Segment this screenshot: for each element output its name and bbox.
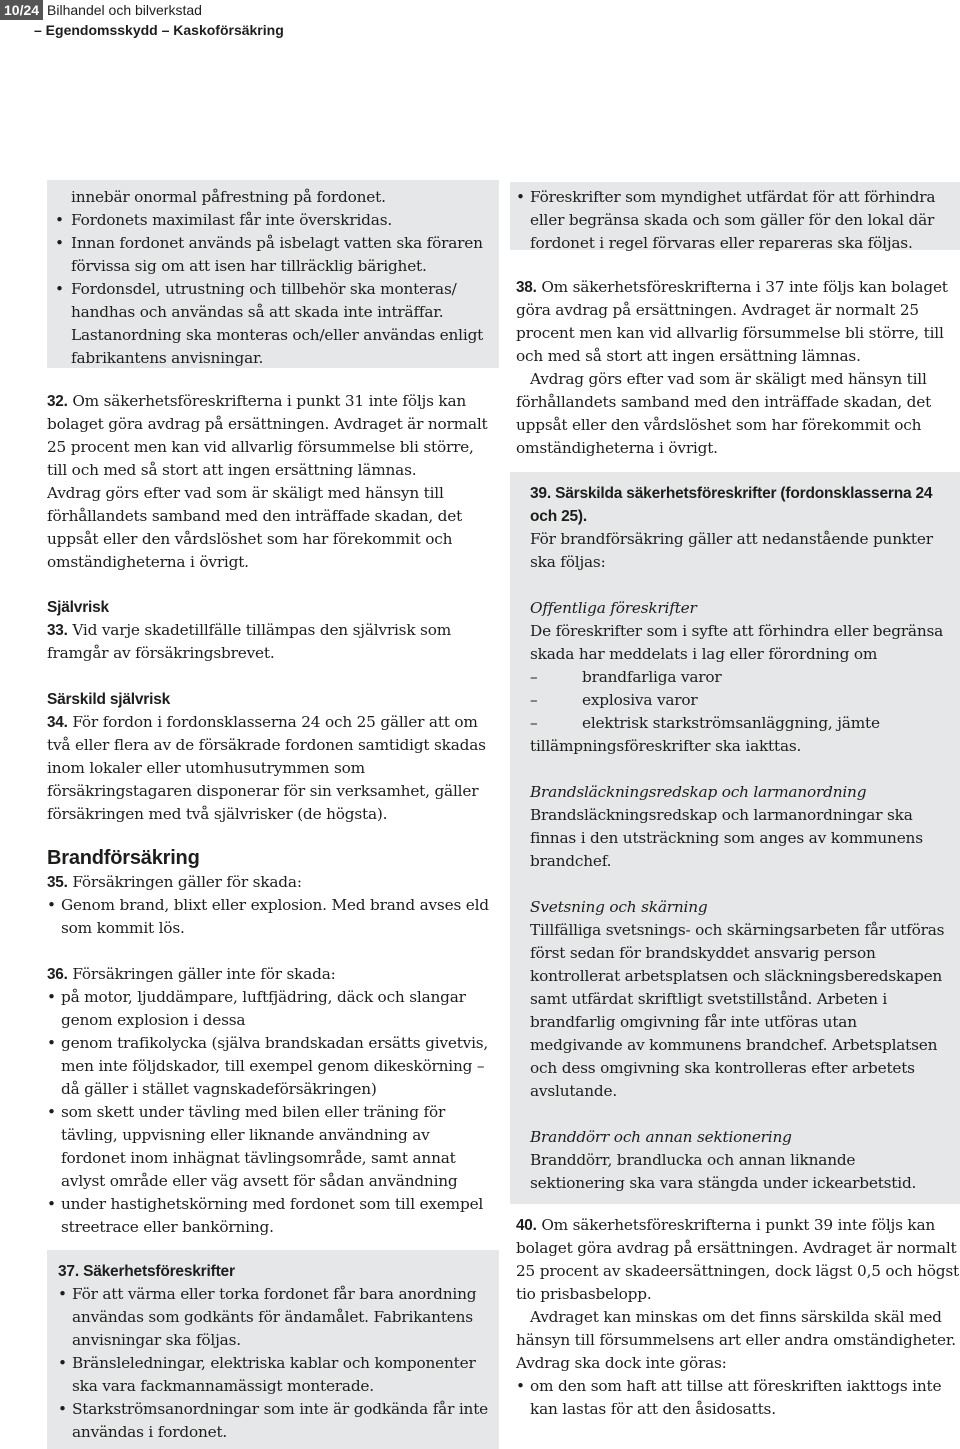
heading-sjalvrisk: Självrisk — [47, 599, 109, 616]
left-box-content — [47, 186, 487, 370]
text-svetsning: Tillfälliga svetsnings- och skärningsarbeten får utföras först sedan för brandskyddet ansvarig person kontrollerat arbetsplatsen och släckningsberedskapen samt utfärdat skriftligt svetstillstånd. Arbeten i brandfarlig omgivning får inte utföras utan medgivande av kommunens brandchef. Arbetsplatsen och dess omgivning ska kontrolleras efter arbetets avslutande. — [530, 921, 945, 1100]
list-item: • Innan fordonet används på isbelagt vatten ska föraren förvissa sig om att isen har tillräcklig bärighet. — [55, 234, 483, 275]
paragraph-32-cont: Avdrag görs efter vad som är skäligt med hänsyn till förhållandets samband med den inträffade skadan, det uppsåt eller den vårdslöshet som har förekommit och omständigheterna i övrigt. — [47, 484, 463, 571]
list-item: • på motor, ljuddämpare, luftfjädring, däck och slangar genom explosion i dessa — [47, 988, 466, 1029]
section-title: Bilhandel och bilverkstad — [47, 2, 202, 18]
list-item: – explosiva varor — [530, 691, 698, 709]
list-item: • om den som haft att tillse att föreskriften iakttogs inte kan lastas för att den åsidosatts. — [516, 1377, 942, 1418]
paragraph-38: 38. Om säkerhetsföreskrifterna i 37 inte följs kan bolaget göra avdrag på ersättningen. Avdraget är normalt 25 procent men kan vid allvarlig försummelse bli större, till och med så stort att ingen ersättning lämnas. — [516, 278, 948, 365]
list-item: • Starkströmsanordningar som inte är godkända får inte användas i fordonet. — [58, 1400, 489, 1441]
page-number: 10/24 — [0, 0, 43, 20]
subheading-branddorr: Branddörr och annan sektionering — [530, 1128, 792, 1146]
section-37 — [58, 1260, 488, 1444]
section-brandforsakring — [47, 845, 495, 1239]
intro-39: För brandförsäkring gäller att nedanstående punkter ska följas: — [530, 530, 933, 571]
text-branddorr: Branddörr, brandlucka och annan liknande sektionering ska vara stängda under ickearbetstid. — [530, 1151, 917, 1192]
paragraph-40-cont: Avdraget kan minskas om det finns särskilda skäl med hänsyn till försummelsens art eller andra omständigheter. — [516, 1308, 956, 1349]
list-item: • För att värma eller torka fordonet får bara anordning användas som godkänts för ändamålet. Fabrikantens anvisningar ska följas. — [58, 1285, 477, 1349]
right-box-content — [516, 186, 956, 255]
paragraph-35: 35. Försäkringen gäller för skada: — [47, 873, 302, 891]
section-39 — [530, 482, 950, 1195]
text-brandslackning: Brandsläckningsredskap och larmanordningar ska finnas i den utsträckning som anges av kommunens brandchef. — [530, 806, 923, 870]
list-item: – brandfarliga varor — [530, 668, 722, 686]
heading-39: 39. Särskilda säkerhetsföreskrifter (fordonsklasserna 24 och 25). — [530, 485, 933, 525]
text-offentliga: De föreskrifter som i syfte att förhindra eller begränsa skada har meddelats i lag eller förordning om — [530, 622, 944, 663]
heading-sarskild-sjalvrisk: Särskild självrisk — [47, 691, 171, 708]
paragraph-36: 36. Försäkringen gäller inte för skada: — [47, 965, 336, 983]
list-item: – elektrisk starkströmsanläggning, jämte — [530, 714, 880, 732]
subheading-brandslackning: Brandsläckningsredskap och larmanordning — [530, 783, 867, 801]
list-item: • Fordonets maximilast får inte överskridas. — [55, 211, 393, 229]
heading-37: 37. Säkerhetsföreskrifter — [58, 1263, 235, 1280]
list-item: • under hastighetskörning med fordonet som till exempel streetrace eller bankörning. — [47, 1195, 484, 1236]
subheading-svetsning: Svetsning och skärning — [530, 898, 708, 916]
section-40 — [516, 1214, 960, 1421]
paragraph-32: 32. Om säkerhetsföreskrifterna i punkt 31 inte följs kan bolaget göra avdrag på ersättningen. Avdraget är normalt 25 procent men kan vid allvarlig försummelse bli större, till och med så stort att ingen ersättning lämnas. — [47, 392, 488, 479]
text-offentliga-after: tillämpningsföreskrifter ska iakttas. — [530, 737, 802, 755]
list-item: • Genom brand, blixt eller explosion. Med brand avses eld som kommit lös. — [47, 896, 489, 937]
section-sarskild-sjalvrisk — [47, 688, 495, 826]
paragraph-40: 40. Om säkerhetsföreskrifterna i punkt 39 inte följs kan bolaget göra avdrag på ersättningen. Avdraget är normalt 25 procent av skadeersättningen, dock lägst 0,5 och högst tio prisbasbelopp. — [516, 1216, 959, 1303]
section-sjalvrisk — [47, 596, 495, 665]
section-38 — [516, 276, 960, 460]
list-item: • genom trafikolycka (själva brandskadan ersätts givetvis, men inte följdskador, till exempel genom dikeskörning – då gäller i stället vagnskadeförsäkringen) — [47, 1034, 489, 1098]
list-item: • Föreskrifter som myndighet utfärdat för att förhindra eller begränsa skada och som gäller för den lokal där fordonet i regel förvaras eller repareras ska följas. — [516, 188, 936, 252]
list-item: • som skett under tävling med bilen eller träning för tävling, uppvisning eller liknande användning av fordonet inom inhägnat tävlingsområde, samt annat avlyst område eller väg avsett för sådan användning — [47, 1103, 458, 1190]
document-subtitle: – Egendomsskydd – Kaskoförsäkring — [34, 22, 284, 38]
paragraph-34: 34. För fordon i fordonsklasserna 24 och 25 gäller att om två eller flera av de försäkrade fordonen samtidigt skadas inom lokaler eller utomhusutrymmen som försäkringstagaren disponerar för sin verksamhet, gäller försäkringen med två självrisker (de högsta). — [47, 713, 486, 823]
list-item: • Bränsleledningar, elektriska kablar och komponenter ska vara fackmannamässigt monterade. — [58, 1354, 476, 1395]
heading-brandforsakring: Brandförsäkring — [47, 847, 200, 869]
section-32 — [47, 390, 495, 574]
paragraph-33: 33. Vid varje skadetillfälle tillämpas den självrisk som framgår av försäkringsbrevet. — [47, 621, 452, 662]
subheading-offentliga: Offentliga föreskrifter — [530, 599, 697, 617]
list-item: • Fordonsdel, utrustning och tillbehör ska monteras/ handhas och användas så att skada inte inträffar. Lastanordning ska monteras och/eller användas enligt fabrikantens anvisningar. — [55, 280, 484, 367]
paragraph-38-cont: Avdrag görs efter vad som är skäligt med hänsyn till förhållandets samband med den inträffade skadan, det uppsåt eller den vårdslöshet som har förekommit och omständigheterna i övrigt. — [516, 370, 932, 457]
header-line — [0, 0, 202, 20]
paragraph-40-cont2: Avdrag ska dock inte göras: — [516, 1354, 727, 1372]
continued-text: innebär onormal påfrestning på fordonet. — [71, 188, 386, 206]
